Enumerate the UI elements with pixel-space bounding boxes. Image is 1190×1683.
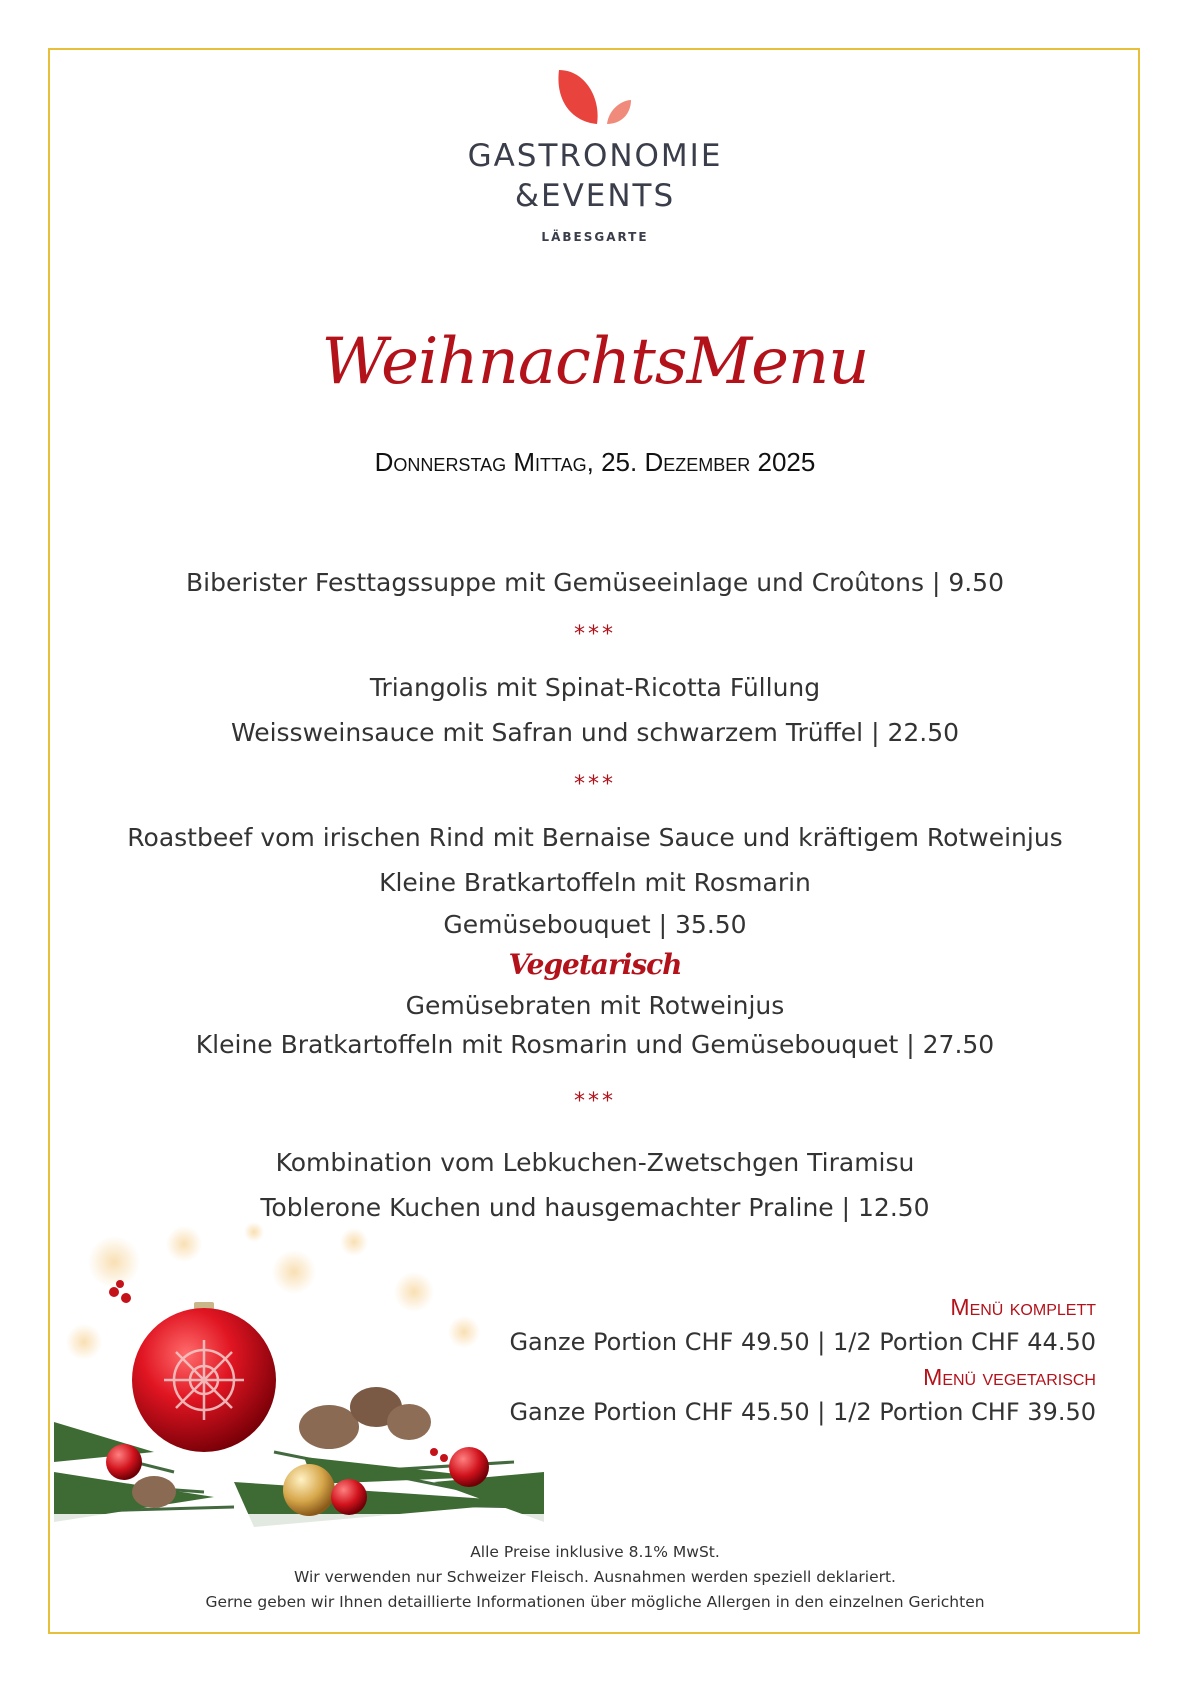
vegetarian-label: Vegetarisch (508, 948, 682, 981)
brand-subtitle: LÄBESGARTE (541, 230, 649, 244)
separator: *** (574, 622, 616, 647)
event-date: Donnerstag Mittag, 25. Dezember 2025 (374, 447, 816, 477)
footer-line-3: Gerne geben wir Ihnen detaillierte Informationen über mögliche Allergen in den einzelnen Gerichten (205, 1593, 985, 1611)
page-title: WeihnachtsMenu (321, 325, 869, 399)
course-3-veg-line-2: Kleine Bratkartoffeln mit Rosmarin und Gemüsebouquet | 27.50 (195, 1030, 995, 1059)
separator: *** (574, 772, 616, 797)
menu-veg-price: Ganze Portion CHF 45.50 | 1/2 Portion CHF 39.50 (509, 1398, 1096, 1426)
pricing-block (509, 1290, 1096, 1430)
footer-notes (0, 1540, 1190, 1615)
menu-list (60, 560, 1130, 1230)
brand-line-2: &EVENTS (514, 178, 676, 214)
leaves-logo-icon (545, 68, 645, 126)
course-2-line-2: Weissweinsauce mit Safran und schwarzem Trüffel | 22.50 (230, 718, 960, 747)
course-3-line-3: Gemüsebouquet | 35.50 (443, 910, 747, 939)
course-3-line-2: Kleine Bratkartoffeln mit Rosmarin (379, 868, 811, 897)
menu-veg-title: Menü vegetarisch (923, 1364, 1096, 1390)
christmas-ornament-decoration (54, 1222, 544, 1530)
footer-line-1: Alle Preise inklusive 8.1% MwSt. (470, 1543, 720, 1561)
menu-complete-price: Ganze Portion CHF 49.50 | 1/2 Portion CHF 44.50 (509, 1328, 1096, 1356)
course-4-line-1: Kombination vom Lebkuchen-Zwetschgen Tiramisu (275, 1148, 915, 1177)
course-3-line-1: Roastbeef vom irischen Rind mit Bernaise Sauce und kräftigem Rotweinjus (127, 823, 1063, 852)
brand-logo (0, 68, 1190, 244)
footer-line-2: Wir verwenden nur Schweizer Fleisch. Ausnahmen werden speziell deklariert. (294, 1568, 896, 1586)
menu-complete-title: Menü komplett (950, 1294, 1096, 1320)
course-2-line-1: Triangolis mit Spinat-Ricotta Füllung (369, 673, 821, 702)
separator: *** (574, 1089, 616, 1114)
course-4-line-2: Toblerone Kuchen und hausgemachter Praline | 12.50 (260, 1193, 930, 1222)
brand-line-1: GASTRONOMIE (467, 138, 723, 174)
course-1-line-1: Biberister Festtagssuppe mit Gemüseeinlage und Croûtons | 9.50 (186, 568, 1004, 597)
course-3-veg-line-1: Gemüsebraten mit Rotweinjus (405, 991, 785, 1020)
